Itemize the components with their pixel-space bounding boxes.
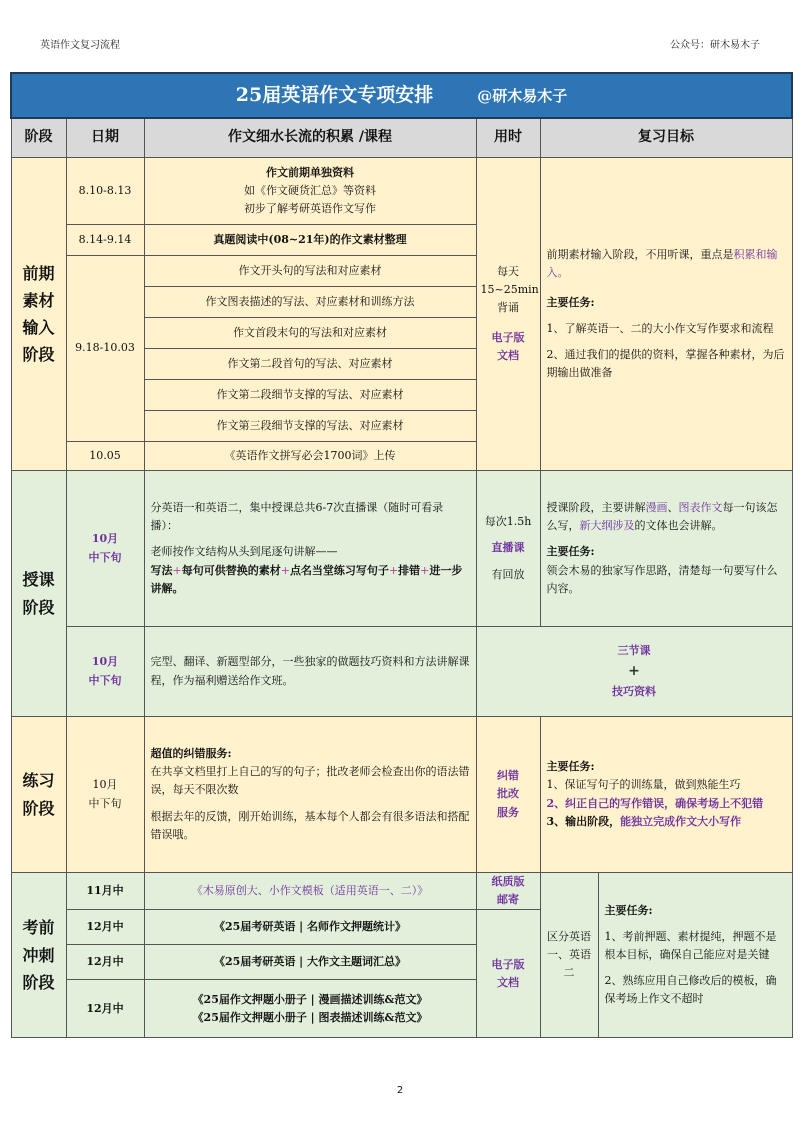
table-row xyxy=(11,627,792,717)
row-date: 8.10-8.13 xyxy=(66,158,144,225)
schedule-table xyxy=(10,72,793,1038)
list-item: 作文第二段细节支撑的写法、对应素材 xyxy=(144,380,476,411)
row-date: 10月 中下旬 xyxy=(66,717,144,873)
col-header-stage: 阶段 xyxy=(11,118,66,158)
row-date: 10.05 xyxy=(66,442,144,471)
row-date: 11月中 xyxy=(66,873,144,910)
list-item: 作文开头句的写法和对应素材 xyxy=(144,256,476,287)
row-content: 《木易原创大、小作文模板（适用英语一、二）》 xyxy=(144,873,476,910)
table-row xyxy=(11,717,792,873)
doc-header-title: 英语作文复习流程 xyxy=(40,40,120,51)
row-date: 10月 中下旬 xyxy=(66,627,144,717)
list-item: 作文第二段首句的写法、对应素材 xyxy=(144,349,476,380)
stage-4-label: 考前 冲刺 阶段 xyxy=(11,873,66,1038)
stage-1-time: 每天 15~25min 背诵 电子版 文档 xyxy=(476,158,540,471)
row-date: 12月中 xyxy=(66,910,144,945)
row-date: 9.18-10.03 xyxy=(66,256,144,442)
row-content: 《25届考研英语 | 名师作文押题统计》 xyxy=(144,910,476,945)
list-item: 作文第三段细节支撑的写法、对应素材 xyxy=(144,411,476,442)
bonus-materials: 三节课 + 技巧资料 xyxy=(476,627,792,717)
row-content: 分英语一和英语二，集中授课总共6-7次直播课（随时可看录播）： 老师按作文结构从头到尾逐句讲解—— 写法+每句可供替换的素材+点名当堂练习写句子+排错+进一步讲解。 xyxy=(144,471,476,627)
row-content: 完型、翻译、新题型部分，一些独家的做题技巧资料和方法讲解课程，作为福利赠送给作文班。 xyxy=(144,627,476,717)
row-content: 超值的纠错服务: 在共享文档里打上自己的写的句子；批改老师会检查出你的语法错误，每天不限次数 根据去年的反馈，刚开始训练，基本每个人都会有很多语法和搭配错误哦。 xyxy=(144,717,476,873)
stage-4-goal: 主要任务: 1、考前押题、素材提纯，押题不是根本目标，确保自己能应对是关键 2、熟练应用自己修改后的模板，确保考场上作文不超时 xyxy=(598,873,792,1038)
stage-3-label: 练习 阶段 xyxy=(11,717,66,873)
list-item: 作文首段末句的写法和对应素材 xyxy=(144,318,476,349)
row-date: 12月中 xyxy=(66,980,144,1038)
stage-2-time: 每次1.5h 直播课 有回放 xyxy=(476,471,540,627)
column-header-row xyxy=(11,118,792,158)
stage-3-goal: 主要任务: 1、保证写句子的训练量，做到熟能生巧 2、纠正自己的写作错误，确保考场上不犯错 3、输出阶段，能独立完成作文大小写作 xyxy=(540,717,792,873)
row-content: 《25届作文押题小册子 | 漫画描述训练&范文》 《25届作文押题小册子 | 图表描述训练&范文》 xyxy=(144,980,476,1038)
table-row xyxy=(11,158,792,225)
stage-2-label: 授课 阶段 xyxy=(11,471,66,717)
table-title-row xyxy=(11,73,792,118)
format-ebook: 电子版 xyxy=(491,331,525,345)
title-handle: @研木易木子 xyxy=(477,86,568,105)
format-ebook-2: 电子版 文档 xyxy=(476,910,540,1038)
stage-1-goal: 前期素材输入阶段，不用听课，重点是积累和输入。 主要任务: 1、了解英语一、二的大小作文写作要求和流程 2、通过我们的提供的资料，掌握各种素材，为后期输出做准备 xyxy=(540,158,792,471)
row-content: 《英语作文拼写必会1700词》上传 xyxy=(144,442,476,471)
list-item: 作文图表描述的写法、对应素材和训练方法 xyxy=(144,287,476,318)
col-header-time: 用时 xyxy=(476,118,540,158)
table-title: 25届英语作文专项安排 xyxy=(235,83,434,106)
table-row xyxy=(11,873,792,910)
page-number: 2 xyxy=(396,1085,404,1096)
col-header-date: 日期 xyxy=(66,118,144,158)
col-header-course: 作文细水长流的积累 /课程 xyxy=(144,118,476,158)
row-content: 作文前期单独资料 如《作文硬货汇总》等资料 初步了解考研英语作文写作 xyxy=(144,158,476,225)
stage-2-goal: 授课阶段，主要讲解漫画、图表作文每一句该怎么写，新大纲涉及的文体也会讲解。 主要任务: 领会木易的独家写作思路，清楚每一句要写什么内容。 xyxy=(540,471,792,627)
table-row xyxy=(11,471,792,627)
row-date: 8.14-9.14 xyxy=(66,225,144,256)
row-content: 真题阅读中(08~21年)的作文素材整理 xyxy=(144,225,476,256)
col-header-goal: 复习目标 xyxy=(540,118,792,158)
row-date: 12月中 xyxy=(66,945,144,980)
format-paper: 纸质版 邮寄 xyxy=(476,873,540,910)
row-date: 10月 中下旬 xyxy=(66,471,144,627)
doc-header-account: 公众号：研木易木子 xyxy=(670,40,760,51)
stage-1-label: 前期 素材 输入 阶段 xyxy=(11,158,66,471)
stage-3-service: 纠错 批改 服务 xyxy=(476,717,540,873)
stage-4-split: 区分英语一、英语二 xyxy=(540,873,598,1038)
row-content: 《25届考研英语 | 大作文主题词汇总》 xyxy=(144,945,476,980)
